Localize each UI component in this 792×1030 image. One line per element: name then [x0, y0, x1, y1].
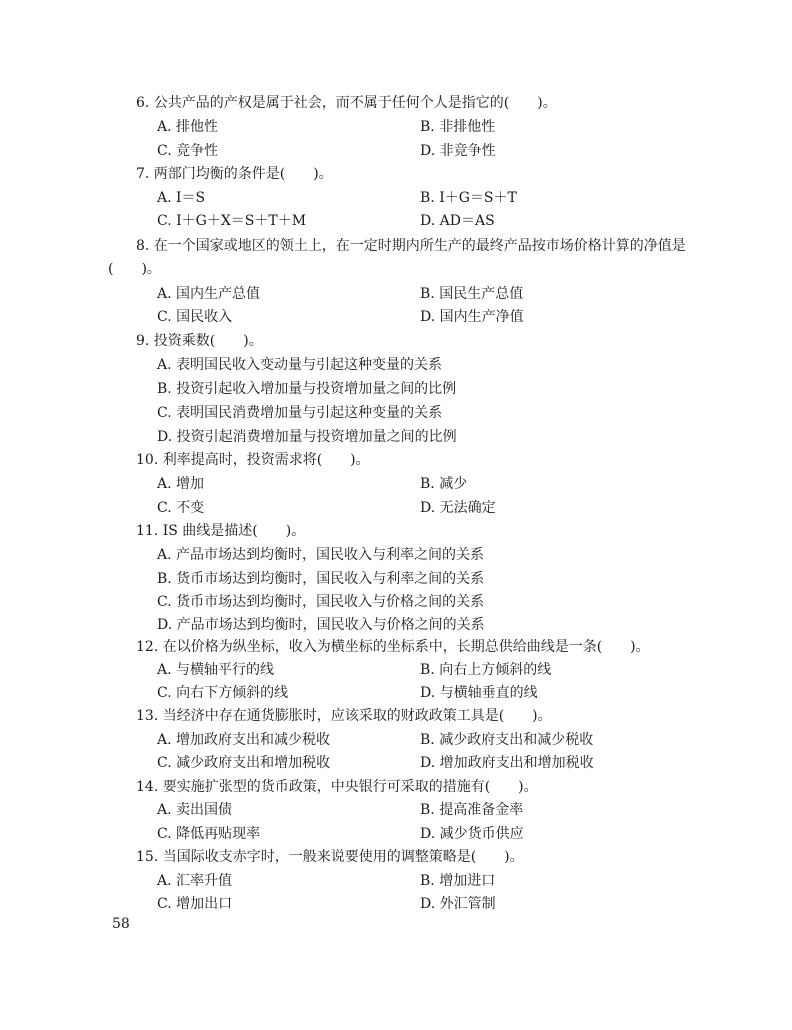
question-14-option-b: B. 提高准备金率 — [420, 802, 524, 818]
question-13-option-a: A. 增加政府支出和减少税收 — [157, 732, 331, 748]
question-6-option-b: B. 非排他性 — [420, 119, 496, 135]
question-11-option-b: B. 货币市场达到均衡时，国民收入与利率之间的关系 — [157, 571, 485, 587]
question-15-stem: 15. 当国际收支赤字时，一般来说要使用的调整策略是( )。 — [136, 849, 524, 865]
question-8-stem: 8. 在一个国家或地区的领土上，在一定时期内所生产的最终产品按市场价格计算的净值是( )。 — [108, 238, 686, 277]
question-7-option-b: B. I＋G＝S＋T — [420, 190, 517, 206]
question-9-option-d: D. 投资引起消费增加量与投资增加量之间的比例 — [157, 429, 457, 445]
question-14-stem: 14. 要实施扩张型的货币政策，中央银行可采取的措施有( )。 — [136, 779, 538, 795]
question-10-option-b: B. 减少 — [420, 476, 468, 492]
question-8-option-b: B. 国民生产总值 — [420, 286, 524, 302]
question-8-option-a: A. 国内生产总值 — [157, 286, 261, 302]
question-10-stem: 10. 利率提高时，投资需求将( )。 — [136, 452, 370, 468]
question-13-option-d: D. 增加政府支出和增加税收 — [420, 755, 594, 771]
question-11-option-d: D. 产品市场达到均衡时，国民收入与价格之间的关系 — [157, 617, 485, 633]
question-10-option-c: C. 不变 — [157, 500, 205, 516]
question-11-stem: 11. IS 曲线是描述( )。 — [136, 523, 306, 539]
question-7-option-c: C. I＋G＋X＝S＋T＋M — [157, 213, 307, 229]
question-9-option-c: C. 表明国民消费增加量与引起这种变量的关系 — [157, 405, 443, 421]
question-6-stem: 6. 公共产品的产权是属于社会，而不属于任何个人是指它的( )。 — [136, 95, 557, 111]
question-15-option-c: C. 增加出口 — [157, 896, 233, 912]
question-8-option-d: D. 国内生产净值 — [420, 309, 524, 325]
question-13-option-b: B. 减少政府支出和减少税收 — [420, 732, 594, 748]
question-14-option-d: D. 减少货币供应 — [420, 826, 524, 842]
question-12-stem: 12. 在以价格为纵坐标，收入为横坐标的坐标系中，长期总供给曲线是一条( )。 — [136, 639, 650, 655]
question-6-option-a: A. 排他性 — [157, 119, 219, 135]
question-12-option-d: D. 与横轴垂直的线 — [420, 685, 538, 701]
question-14-option-a: A. 卖出国债 — [157, 802, 233, 818]
question-9-option-a: A. 表明国民收入变动量与引起这种变量的关系 — [157, 357, 443, 373]
question-15-option-d: D. 外汇管制 — [420, 896, 496, 912]
question-12-option-c: C. 向右下方倾斜的线 — [157, 685, 289, 701]
question-7-option-a: A. I＝S — [157, 190, 206, 206]
question-13-option-c: C. 减少政府支出和增加税收 — [157, 755, 331, 771]
question-15-option-b: B. 增加进口 — [420, 873, 496, 889]
page-number: 58 — [112, 916, 130, 932]
question-7-option-d: D. AD＝AS — [420, 213, 495, 229]
question-11-option-c: C. 货币市场达到均衡时，国民收入与价格之间的关系 — [157, 594, 485, 610]
question-12-option-a: A. 与横轴平行的线 — [157, 662, 275, 678]
question-6-option-d: D. 非竞争性 — [420, 143, 496, 159]
question-15-option-a: A. 汇率升值 — [157, 873, 233, 889]
question-10-option-a: A. 增加 — [157, 476, 205, 492]
question-8-option-c: C. 国民收入 — [157, 309, 233, 325]
question-14-option-c: C. 降低再贴现率 — [157, 826, 261, 842]
question-9-option-b: B. 投资引起收入增加量与投资增加量之间的比例 — [157, 381, 457, 397]
question-10-option-d: D. 无法确定 — [420, 500, 496, 516]
question-11-option-a: A. 产品市场达到均衡时，国民收入与利率之间的关系 — [157, 547, 485, 563]
question-9-stem: 9. 投资乘数( )。 — [136, 333, 263, 349]
question-6-option-c: C. 竞争性 — [157, 143, 219, 159]
question-12-option-b: B. 向右上方倾斜的线 — [420, 662, 552, 678]
question-13-stem: 13. 当经济中存在通货膨胀时，应该采取的财政政策工具是( )。 — [136, 708, 552, 724]
question-7-stem: 7. 两部门均衡的条件是( )。 — [136, 166, 333, 182]
